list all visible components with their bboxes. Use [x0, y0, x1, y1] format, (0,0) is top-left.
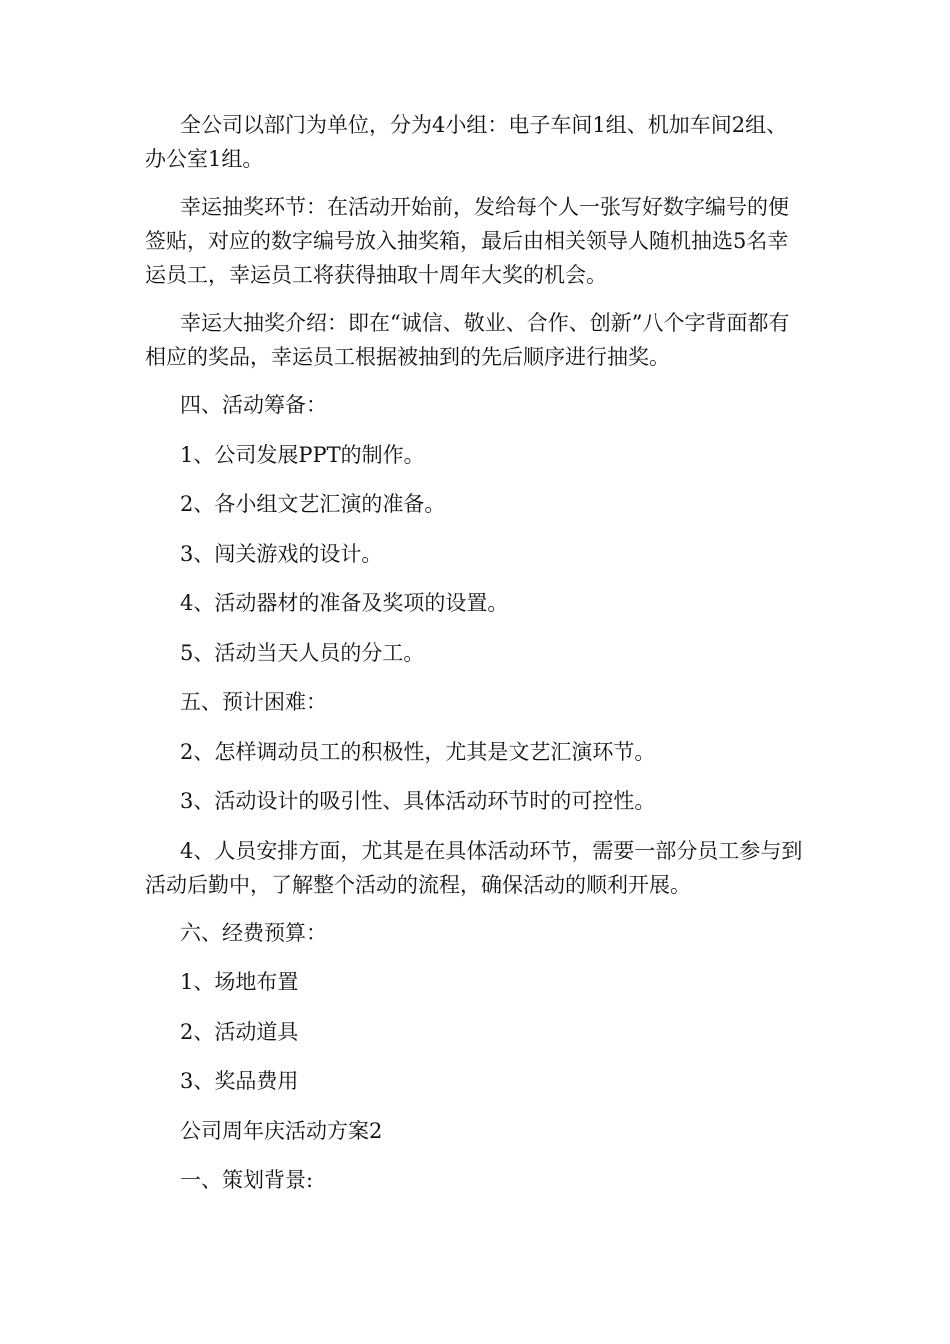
list-item: 1、场地布置: [180, 970, 299, 994]
list-item: 4、人员安排方面，尤其是在具体活动环节，需要一部分员工参与到活动后勤中，了解整个活动的流程，确保活动的顺利开展。: [145, 838, 803, 897]
list-item: 2、各小组文艺汇演的准备。: [180, 492, 446, 516]
heading-background: 一、策划背景:: [180, 1168, 314, 1192]
list-item: 5、活动当天人员的分工。: [180, 640, 425, 665]
list-item: 2、活动道具: [180, 1019, 299, 1044]
paragraph-grand-draw: 幸运大抽奖介绍：即在“诚信、敬业、合作、创新”八个字背面都有相应的奖品，幸运员工根据被抽到的先后顺序进行抽奖。: [145, 311, 790, 369]
paragraph-grouping: 全公司以部门为单位，分为4小组：电子车间1组、机加车间2组、办公室1组。: [145, 113, 788, 171]
list-item: 3、闯关游戏的设计。: [180, 541, 383, 566]
list-item: 3、奖品费用: [180, 1069, 299, 1093]
list-item: 3、活动设计的吸引性、具体活动环节时的可控性。: [180, 789, 656, 813]
list-item: 1、公司发展PPT的制作。: [180, 442, 425, 467]
paragraph-lucky-draw: 幸运抽奖环节：在活动开始前，发给每个人一张写好数字编号的便签贴，对应的数字编号放入抽奖箱，最后由相关领导人随机抽选5名幸运员工，幸运员工将获得抽取十周年大奖的机会。: [145, 195, 789, 287]
list-item: 2、怎样调动员工的积极性，尤其是文艺汇演环节。: [180, 739, 656, 764]
heading-difficulties: 五、预计困难：: [180, 690, 327, 714]
list-item: 4、活动器材的准备及奖项的设置。: [180, 591, 509, 615]
document-body: [145, 108, 805, 1213]
heading-preparation: 四、活动筹备：: [180, 393, 327, 417]
heading-budget: 六、经费预算：: [180, 920, 327, 945]
section-title: 公司周年庆活动方案2: [180, 1118, 383, 1143]
